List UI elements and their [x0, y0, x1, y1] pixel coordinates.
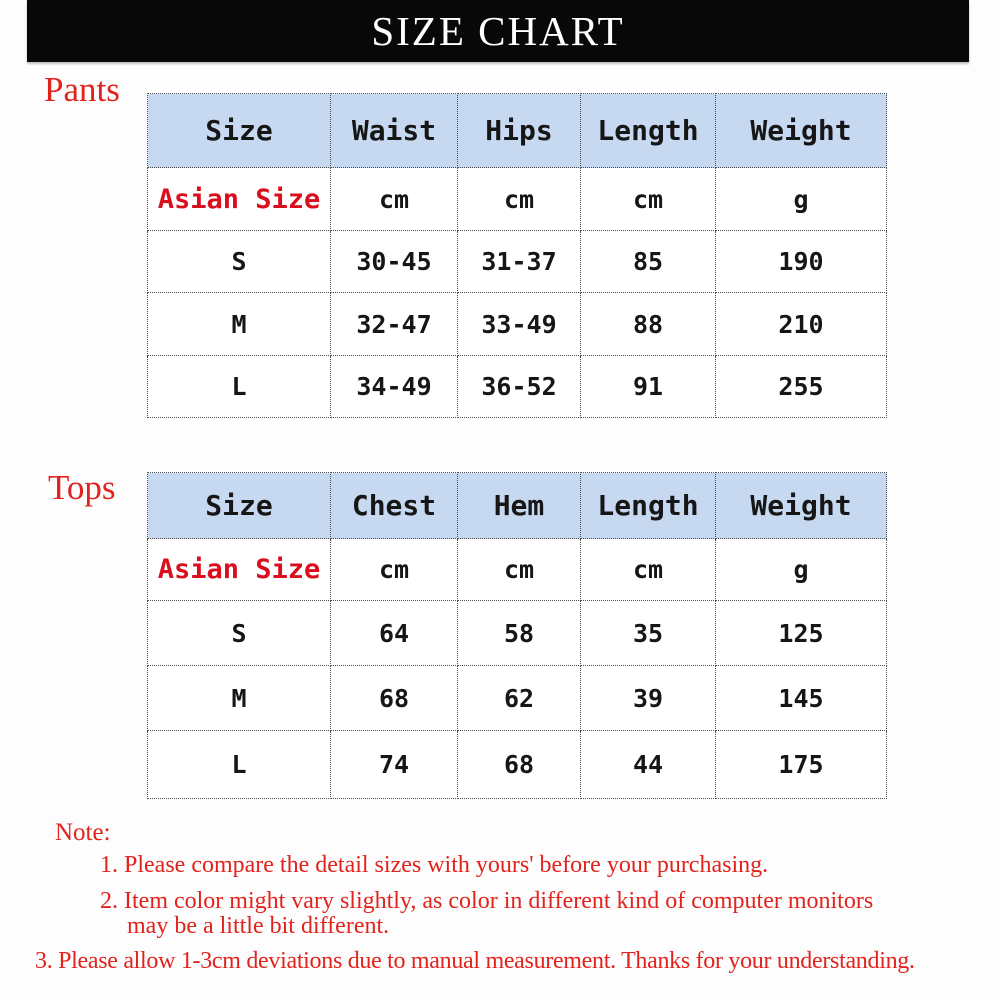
value-cell: 39 [581, 666, 716, 731]
value-cell: 190 [716, 231, 887, 293]
column-header: Hips [458, 94, 581, 168]
unit-cell: cm [458, 168, 581, 231]
asian-size-label: Asian Size [148, 539, 331, 601]
size-cell: S [148, 231, 331, 293]
size-cell: S [148, 601, 331, 666]
value-cell: 31-37 [458, 231, 581, 293]
tops-header-row [148, 473, 887, 539]
note-item-1: 1. Please compare the detail sizes with yours' before your purchasing. [100, 852, 769, 878]
value-cell: 30-45 [331, 231, 458, 293]
value-cell: 33-49 [458, 293, 581, 356]
value-cell: 91 [581, 356, 716, 418]
tops-row-s [148, 601, 887, 666]
size-cell: L [148, 731, 331, 799]
column-header: Size [148, 94, 331, 168]
value-cell: 44 [581, 731, 716, 799]
asian-size-label: Asian Size [148, 168, 331, 231]
value-cell: 34-49 [331, 356, 458, 418]
column-header: Length [581, 94, 716, 168]
unit-cell: cm [331, 168, 458, 231]
value-cell: 35 [581, 601, 716, 666]
size-cell: M [148, 293, 331, 356]
value-cell: 145 [716, 666, 887, 731]
unit-cell: cm [458, 539, 581, 601]
value-cell: 32-47 [331, 293, 458, 356]
pants-header-row [148, 94, 887, 168]
tops-row-l [148, 731, 887, 799]
value-cell: 74 [331, 731, 458, 799]
tops-section-label: Tops [48, 468, 116, 507]
value-cell: 85 [581, 231, 716, 293]
note-heading: Note: [55, 819, 111, 846]
value-cell: 62 [458, 666, 581, 731]
column-header: Hem [458, 473, 581, 539]
value-cell: 88 [581, 293, 716, 356]
unit-cell: cm [581, 539, 716, 601]
column-header: Length [581, 473, 716, 539]
tops-row-m [148, 666, 887, 731]
unit-cell: cm [331, 539, 458, 601]
unit-cell: cm [581, 168, 716, 231]
pants-row-l [148, 356, 887, 418]
column-header: Waist [331, 94, 458, 168]
note-item-2: 2. Item color might vary slightly, as color in different kind of computer monitors may be a little bit different. [100, 888, 874, 940]
column-header: Weight [716, 473, 887, 539]
value-cell: 64 [331, 601, 458, 666]
value-cell: 58 [458, 601, 581, 666]
unit-cell: g [716, 539, 887, 601]
value-cell: 68 [331, 666, 458, 731]
value-cell: 210 [716, 293, 887, 356]
note-item-3: 3. Please allow 1-3cm deviations due to manual measurement. Thanks for your understanding. [35, 948, 915, 974]
value-cell: 175 [716, 731, 887, 799]
value-cell: 255 [716, 356, 887, 418]
tops-size-table [147, 472, 887, 799]
size-cell: M [148, 666, 331, 731]
size-cell: L [148, 356, 331, 418]
unit-cell: g [716, 168, 887, 231]
title-bar [27, 0, 969, 62]
pants-section-label: Pants [44, 70, 120, 109]
value-cell: 68 [458, 731, 581, 799]
column-header: Weight [716, 94, 887, 168]
value-cell: 36-52 [458, 356, 581, 418]
pants-unit-row [148, 168, 887, 231]
pants-row-s [148, 231, 887, 293]
column-header: Size [148, 473, 331, 539]
pants-row-m [148, 293, 887, 356]
pants-size-table [147, 93, 887, 418]
page-title: SIZE CHART [371, 8, 625, 54]
value-cell: 125 [716, 601, 887, 666]
tops-unit-row [148, 539, 887, 601]
column-header: Chest [331, 473, 458, 539]
